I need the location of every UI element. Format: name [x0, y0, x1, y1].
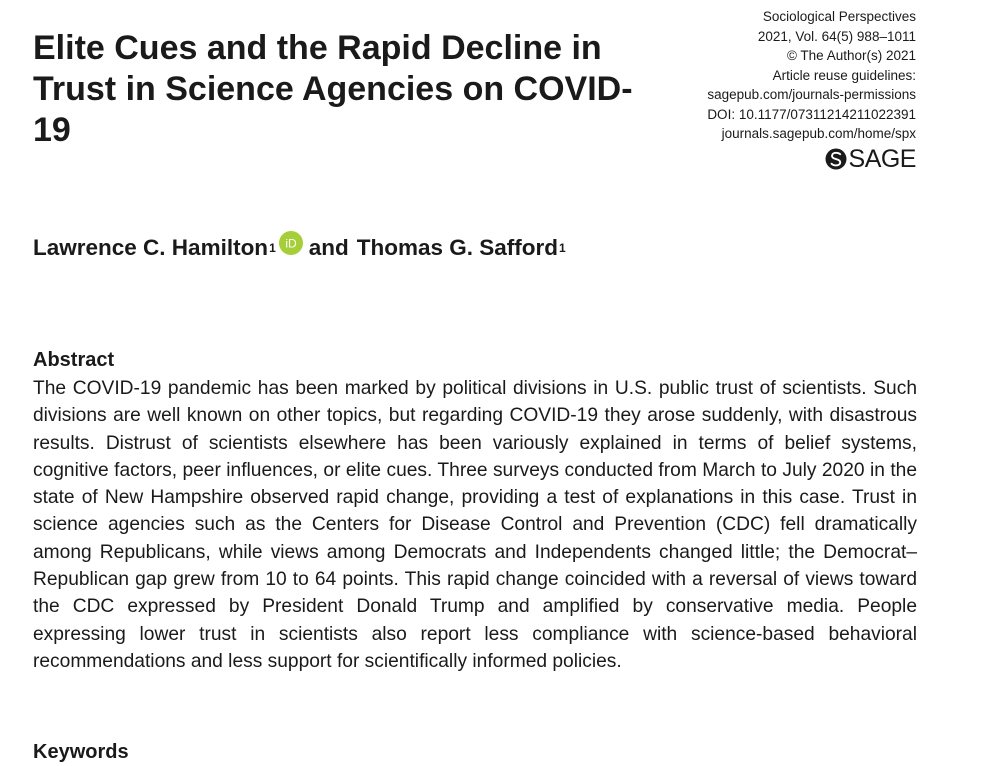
journal-meta	[707, 7, 916, 144]
volume-info: 2021, Vol. 64(5) 988–1011	[757, 28, 916, 44]
author-connector: and	[308, 235, 349, 260]
keywords-heading: Keywords	[33, 741, 129, 763]
abstract-text: The COVID-19 pandemic has been marked by political divisions in U.S. public trust of scientists. Such divisions are well known on other topics, but regarding COVID-19 they arose suddenly, with disastrous results. Distrust of scientists elsewhere has been variously explained in terms of belief systems, cognitive factors, peer influences, or elite cues. Three surveys conducted from March to July 2020 in the state of New Hampshire observed rapid change, providing a test of explanations in this case. Trust in science agencies such as the Centers for Disease Control and Prevention (CDC) fell dramatically among Republicans, while views among Democrats and Independents changed little; the Democrat–Republican gap grew from 10 to 64 points. This rapid change coincided with a reversal of views toward the CDC expressed by President Donald Trump and amplified by conservative media. People expressing lower trust in scientists also report less compliance with science-based behavioral recommendations and less support for scientifically informed policies.	[33, 378, 917, 672]
journal-link[interactable]: journals.sagepub.com/home/spx	[721, 126, 916, 141]
doi[interactable]: DOI: 10.1177/07311214211022391	[707, 106, 916, 122]
reuse-label: Article reuse guidelines:	[772, 67, 916, 83]
publisher-name: SAGE	[848, 145, 916, 173]
author-name: Lawrence C. Hamilton	[33, 235, 269, 260]
sage-logo-icon	[825, 147, 847, 171]
orcid-label: iD	[285, 236, 297, 251]
reuse-link[interactable]: sagepub.com/journals-permissions	[707, 87, 916, 102]
journal-name: Sociological Perspectives	[762, 9, 916, 24]
article-title: Elite Cues and the Rapid Decline in Trust in Science Agencies on COVID-19	[33, 29, 633, 149]
abstract-heading: Abstract	[33, 349, 115, 371]
orcid-icon[interactable]	[279, 231, 303, 255]
author-line: Lawrence C. Hamilton 1 iD and Thomas G. Safford 1	[33, 232, 566, 264]
author-name: Thomas G. Safford	[356, 235, 559, 260]
copyright-notice: © The Author(s) 2021	[786, 48, 916, 63]
publisher-logo	[825, 146, 916, 172]
